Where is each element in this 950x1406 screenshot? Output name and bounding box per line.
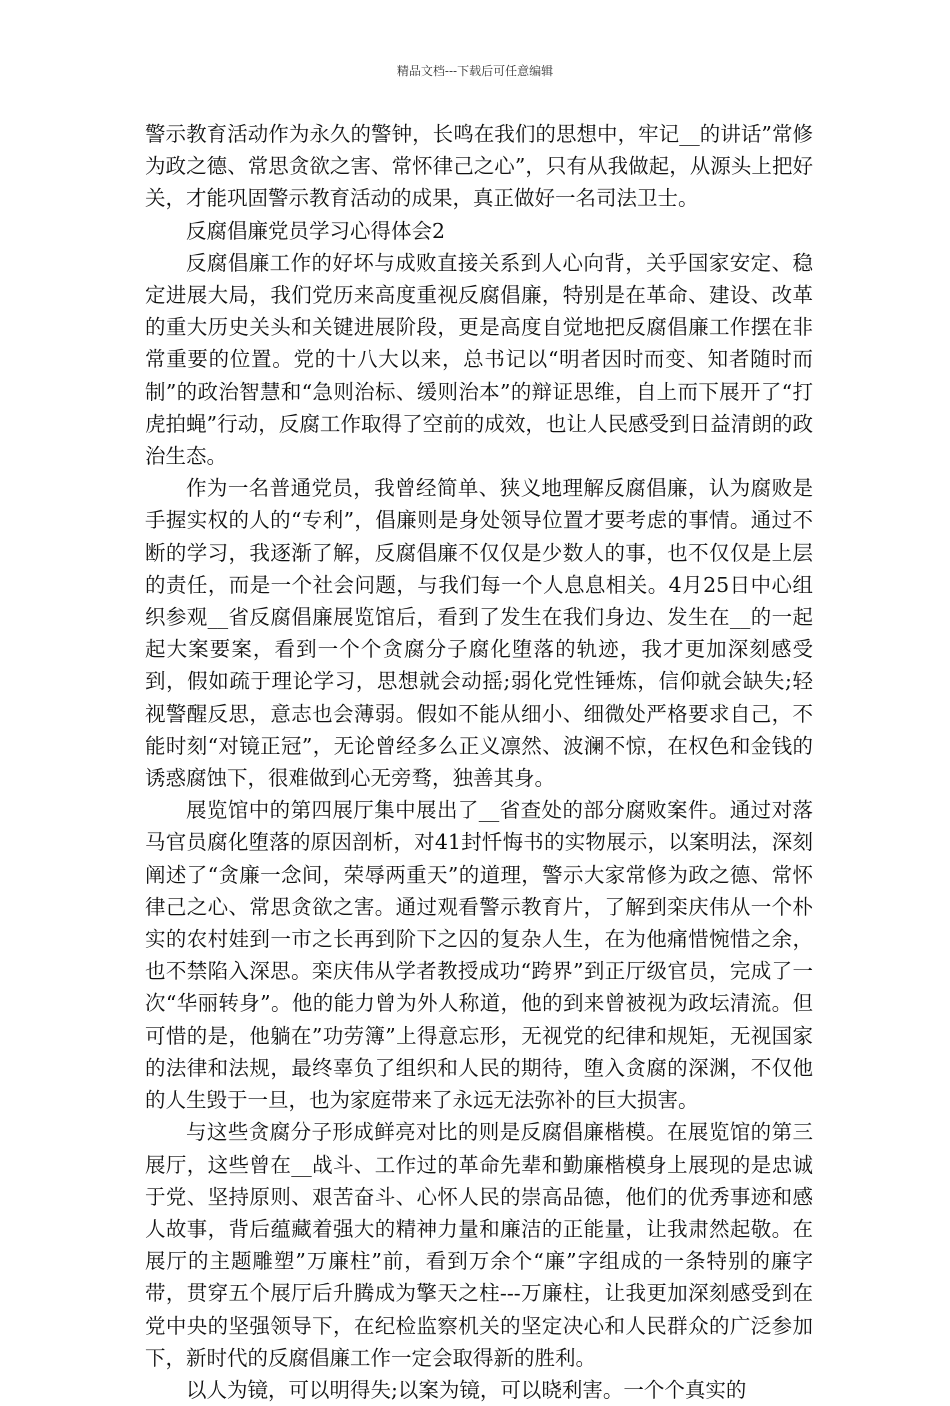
paragraph: 以人为镜，可以明得失;以案为镜，可以晓利害。一个个真实的 bbox=[186, 1377, 747, 1402]
paragraph: 警示教育活动作为永久的警钟，长鸣在我们的思想中，牢记__的讲话”常修为政之德、常思贪欲之害、常怀律己之心”，只有从我做起，从源头上把好关，才能巩固警示教育活动的成果，真正做好一名司法卫士。 bbox=[145, 122, 813, 211]
document-body bbox=[145, 118, 813, 1406]
section-heading: 反腐倡廉党员学习心得体会2 bbox=[186, 218, 446, 243]
page-header: 精品文档---下载后可任意编辑 bbox=[396, 64, 554, 78]
paragraph: 反腐倡廉工作的好坏与成败直接关系到人心向背，关乎国家安定、稳定进展大局，我们党历来高度重视反腐倡廉，特别是在革命、建设、改革的重大历史关头和关键进展阶段，更是高度自觉地把反腐倡廉工作摆在非常重要的位置。党的十八大以来，总书记以“明者因时而变、知者随时而制”的政治智慧和“急则治标、缓则治本”的辩证思维，自上而下展开了“打虎拍蝇”行动，反腐工作取得了空前的成效，也让人民感受到日益清朗的政治生态。 bbox=[145, 250, 813, 469]
paragraph: 展览馆中的第四展厅集中展出了__省查处的部分腐败案件。通过对落马官员腐化堕落的原因剖析，对41封忏悔书的实物展示，以案明法，深刻阐述了“贪廉一念间，荣辱两重天”的道理，警示大家常修为政之德、常怀律己之心、常思贪欲之害。通过观看警示教育片，了解到栾庆伟从一个朴实的农村娃到一市之长再到阶下之囚的复杂人生，在为他痛惜惋惜之余，也不禁陷入深思。栾庆伟从学者教授成功“跨界”到正厅级官员，完成了一次“华丽转身”。他的能力曾为外人称道，他的到来曾被视为政坛清流。但可惜的是，他躺在”功劳簿”上得意忘形，无视党的纪律和规矩，无视国家的法律和法规，最终辜负了组织和人民的期待，堕入贪腐的深渊，不仅他的人生毁于一旦，也为家庭带来了永远无法弥补的巨大损害。 bbox=[145, 798, 813, 1113]
paragraph: 作为一名普通党员，我曾经简单、狭义地理解反腐倡廉，认为腐败是手握实权的人的“专利”，倡廉则是身处领导位置才要考虑的事情。通过不断的学习，我逐渐了解，反腐倡廉不仅仅是少数人的事，也不仅仅是上层的责任，而是一个社会问题，与我们每一个人息息相关。4月25日中心组织参观__省反腐倡廉展览馆后，看到了发生在我们身边、发生在__的一起起大案要案，看到一个个贪腐分子腐化堕落的轨迹，我才更加深刻感受到，假如疏于理论学习，思想就会动摇;弱化党性锤炼，信仰就会缺失;轻视警醒反思，意志也会薄弱。假如不能从细小、细微处严格要求自己，不能时刻“对镜正冠”，无论曾经多么正义凛然、波澜不惊，在权色和金钱的诱惑腐蚀下，很难做到心无旁骛，独善其身。 bbox=[145, 476, 813, 791]
paragraph: 与这些贪腐分子形成鲜亮对比的则是反腐倡廉楷模。在展览馆的第三展厅，这些曾在__战斗、工作过的革命先辈和勤廉楷模身上展现的是忠诚于党、坚持原则、艰苦奋斗、心怀人民的崇高品德，他们的优秀事迹和感人故事，背后蕴藏着强大的精神力量和廉洁的正能量，让我肃然起敬。在展厅的主题雕塑”万廉柱”前，看到万余个“廉”字组成的一条特别的廉字带，贯穿五个展厅后升腾成为擎天之柱---万廉柱，让我更加深刻感受到在党中央的坚强领导下，在纪检监察机关的坚定决心和人民群众的广泛参加下，新时代的反腐倡廉工作一定会取得新的胜利。 bbox=[145, 1120, 813, 1370]
